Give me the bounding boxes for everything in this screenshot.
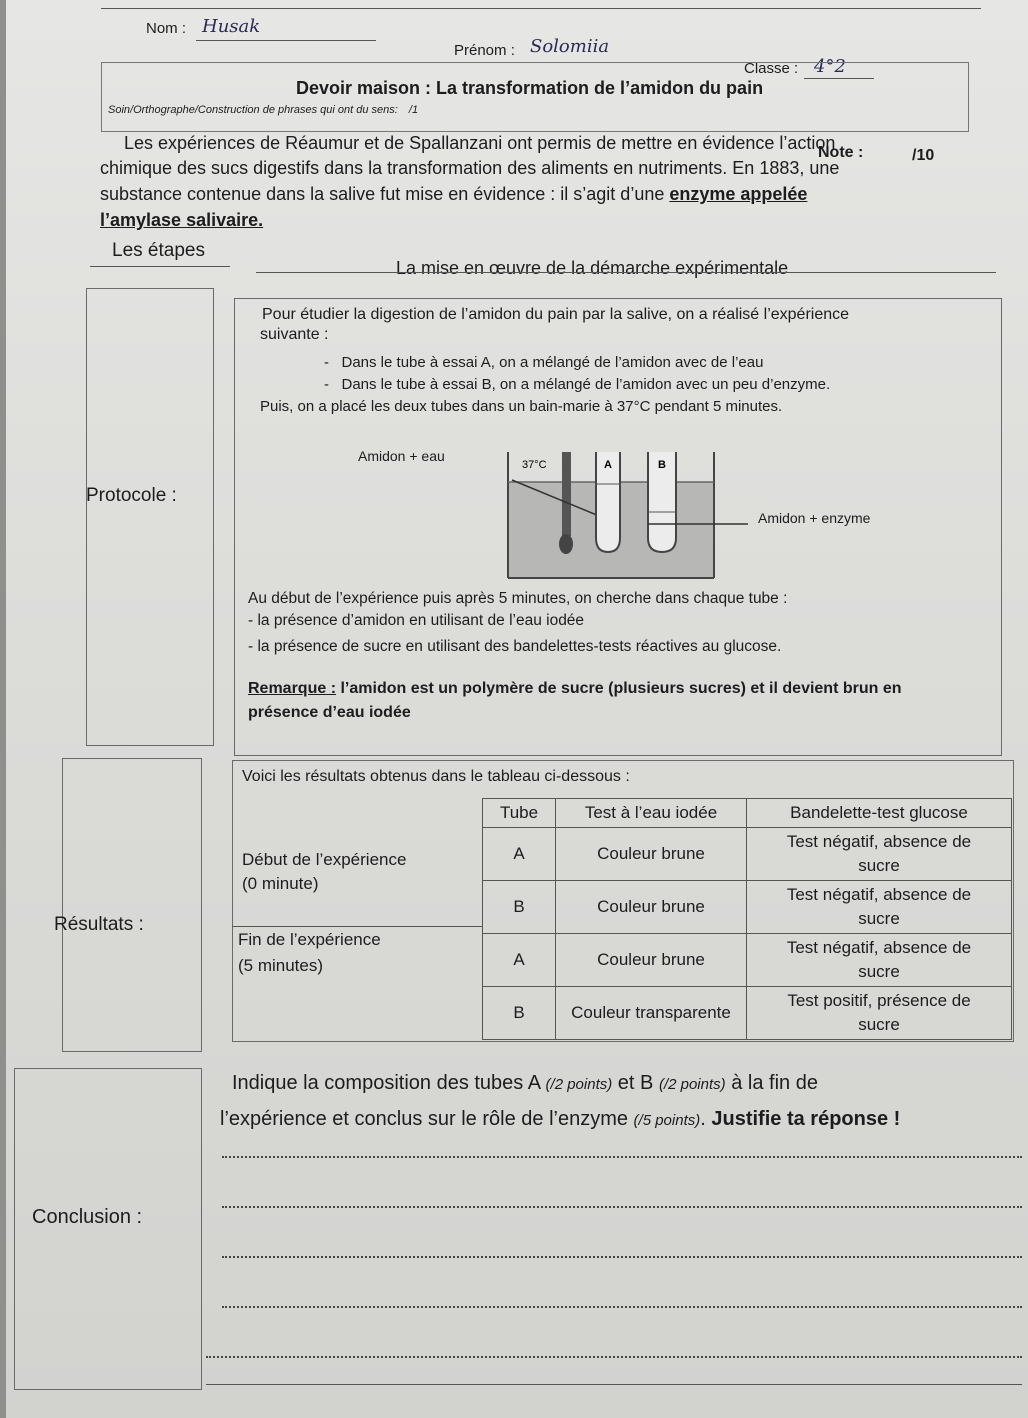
cell-tube: A [483,828,556,881]
protocole-intro-1: Pour étudier la digestion de l’amidon du pain par la salive, on a réalisé l’expérience [262,306,850,323]
intro-enzyme-term: enzyme appelée [669,184,808,204]
bullet-dash-icon: - [324,354,342,371]
results-table [482,798,1012,1040]
resultats-intro: Voici les résultats obtenus dans le tableau ci-dessous : [242,768,630,785]
cell-tube: A [483,934,556,987]
figure-label-amidon-enzyme: Amidon + enzyme [758,510,871,526]
conclusion-question-1 [232,1072,818,1095]
protocole-item-a-text: Dans le tube à essai A, on a mélangé de l’amidon avec de l’eau [341,354,764,371]
header-tube: Tube [483,799,556,828]
protocole-label-box [86,288,214,746]
q2-text-a: l’expérience et conclus sur le rôle de l’enzyme [220,1108,634,1130]
nom-value: Husak [202,16,261,37]
debut-label: Début de l’expérience [242,850,407,869]
table-header-row [483,799,1012,828]
protocole-remarque [248,680,902,698]
prenom-value: Solomiia [530,36,610,57]
cell-iode: Couleur transparente [556,987,747,1040]
remarque-text-2: présence d’eau iodée [248,704,411,721]
note-label: Note : [818,144,864,161]
cell-iode: Couleur brune [556,934,747,987]
intro-line-3a: substance contenue dans la salive fut mise en évidence : il s’agit d’une [100,184,670,204]
thermometer-bulb [559,534,573,554]
intro-line-2: chimique des sucs digestifs dans la transformation des aliments en nutriments. En 1883, une [100,158,840,178]
thermometer-temp-label: 37°C [522,459,547,471]
fin-sub: (5 minutes) [238,956,324,975]
answer-line-2[interactable] [222,1206,1022,1208]
demarche-rule [256,272,996,273]
note-score: /10 [912,147,935,164]
header-iode: Test à l’eau iodée [556,799,747,828]
answer-line-3[interactable] [222,1256,1022,1258]
fin-label: Fin de l’expérience [238,930,381,949]
conclusion-question-2 [220,1108,900,1131]
header-top-rule [101,8,981,9]
nom-label: Nom : [146,20,187,37]
subtitle-text: Soin/Orthographe/Construction de phrases qui ont du sens: [108,104,398,116]
intro-line-1: Les expériences de Réaumur et de Spallanzani ont permis de mettre en évidence l’action [124,133,836,153]
q1-points-a: (/2 points) [545,1076,613,1093]
cell-tube: B [483,987,556,1040]
q1-points-b: (/2 points) [658,1076,726,1093]
protocole-item-a [324,354,763,371]
figure-label-amidon-eau: Amidon + eau [358,448,445,464]
remarque-text: l’amidon est un polymère de sucre (plusieurs sucres) et il devient brun en [336,680,902,697]
protocole-puis: Puis, on a placé les deux tubes dans un bain-marie à 37°C pendant 5 minutes. [260,398,783,415]
intro-line-4: l’amylase salivaire. [100,210,264,230]
protocole-label: Protocole : [86,485,177,506]
bullet-dash-icon: - [324,376,342,393]
nom-line [196,40,376,41]
cell-glucose: Test négatif, absence de sucre [747,828,1012,881]
worksheet-page [6,0,1028,1418]
prenom-label: Prénom : [454,42,515,59]
q1-text-a: Indique la composition des tubes A [232,1072,546,1094]
q1-text-e: à la fin de [725,1072,818,1094]
q2-text-c: . [700,1108,712,1130]
protocole-search-2: - la présence d’amidon en utilisant de l’eau iodée [248,612,585,629]
protocole-item-b [324,376,830,393]
tube-b-label: B [658,459,666,471]
cell-iode: Couleur brune [556,828,747,881]
answer-line-5[interactable] [206,1356,1022,1358]
debut-sub: (0 minute) [242,874,319,893]
protocole-search-1: Au début de l’expérience puis après 5 minutes, on cherche dans chaque tube : [248,590,788,607]
table-row [483,934,1012,987]
conclusion-label-box [14,1068,202,1390]
protocole-search-3: - la présence de sucre en utilisant des bandelettes-tests réactives au glucose. [248,638,782,655]
etapes-heading: Les étapes [112,240,205,261]
table-row [483,828,1012,881]
resultats-label: Résultats : [54,914,144,935]
header-glucose: Bandelette-test glucose [747,799,1012,828]
remarque-title: Remarque : [248,680,337,697]
conclusion-bottom-rule [206,1384,1022,1385]
protocole-intro-2: suivante : [260,326,329,343]
cell-glucose: Test négatif, absence de sucre [747,934,1012,987]
cell-glucose: Test négatif, absence de sucre [747,881,1012,934]
subtitle-criteria [108,104,418,116]
cell-iode: Couleur brune [556,881,747,934]
classe-label: Classe : [744,60,799,77]
table-row [483,881,1012,934]
intro-line-3 [100,183,807,206]
resultats-label-box [62,758,202,1052]
page-title: Devoir maison : La transformation de l’amidon du pain [296,78,764,98]
subtitle-score: /1 [408,104,419,116]
etapes-rule [90,266,230,267]
protocole-item-b-text: Dans le tube à essai B, on a mélangé de l’amidon avec un peu d’enzyme. [341,376,831,393]
classe-value: 4°2 [814,56,846,77]
q1-text-c: et B [612,1072,659,1094]
water-bath-diagram [504,452,754,582]
cell-glucose: Test positif, présence de sucre [747,987,1012,1040]
conclusion-label: Conclusion : [32,1206,143,1228]
time-divider [232,926,482,927]
q2-justify: Justifie ta réponse ! [711,1108,901,1130]
demarche-heading: La mise en œuvre de la démarche expérimentale [396,258,789,278]
cell-tube: B [483,881,556,934]
table-row [483,987,1012,1040]
answer-line-4[interactable] [222,1306,1022,1308]
thermometer-stem [562,452,571,536]
tube-a-label: A [604,459,612,471]
answer-line-1[interactable] [222,1156,1022,1158]
q2-points: (/5 points) [633,1112,701,1129]
